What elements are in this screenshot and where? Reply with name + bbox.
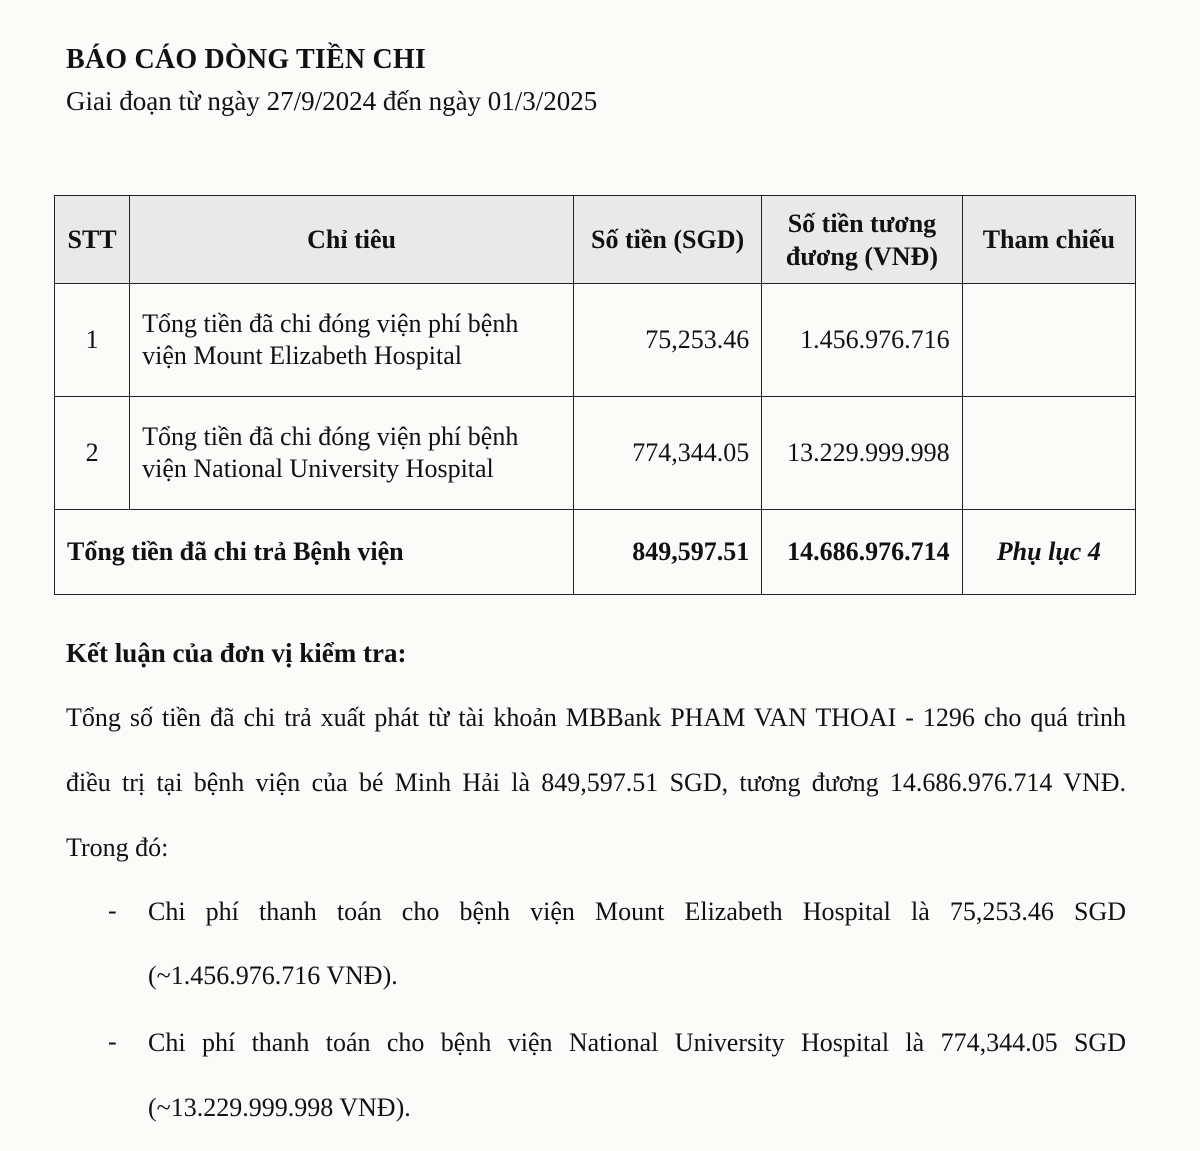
header-vnd [762,196,962,284]
bullet-item-line2: (~13.229.999.998 VNĐ). [148,1093,411,1122]
table-total-row [55,510,1136,595]
header-vnd-line1: Số tiền tương [787,208,937,238]
conclusion-paragraph-line1: Tổng số tiền đã chi trả xuất phát từ tài khoản MBBank PHAM VAN THOAI - 1296 cho quá trình [66,703,1126,732]
header-stt: STT [55,196,130,284]
header-sgd: Số tiền (SGD) [573,196,761,284]
conclusion-paragraph-line3: Trong đó: [66,833,169,862]
total-sgd: 849,597.51 [573,510,761,595]
row-item-line1: Tổng tiền đã chi đóng viện phí bệnh [142,422,519,451]
bullet-item-line1: Chi phí thanh toán cho bệnh viện Mount Elizabeth Hospital là 75,253.46 SGD [148,897,1126,926]
table-row [55,397,1136,510]
bullet-marker: - [108,896,117,925]
row-item [130,284,574,397]
header-vnd-line2: đương (VNĐ) [785,241,938,271]
row-item-line1: Tổng tiền đã chi đóng viện phí bệnh [142,309,519,338]
bullet-item-line2: (~1.456.976.716 VNĐ). [148,961,398,990]
bullet-marker: - [108,1027,117,1056]
row-item-line2: viện Mount Elizabeth Hospital [142,341,463,370]
row-stt: 1 [55,284,130,397]
report-period: Giai đoạn từ ngày 27/9/2024 đến ngày 01/3/2025 [66,86,598,116]
report-title: BÁO CÁO DÒNG TIỀN CHI [66,44,426,75]
row-ref [962,397,1135,510]
cash-outflow-table [54,195,1136,595]
total-label: Tổng tiền đã chi trả Bệnh viện [55,510,574,595]
row-sgd: 75,253.46 [573,284,761,397]
conclusion-heading: Kết luận của đơn vị kiểm tra: [66,638,407,668]
row-item [130,397,574,510]
bullet-item-line1: Chi phí thanh toán cho bệnh viện National University Hospital là 774,344.05 SGD [148,1028,1126,1057]
total-ref: Phụ lục 4 [962,510,1135,595]
row-stt: 2 [55,397,130,510]
header-ref: Tham chiếu [962,196,1135,284]
row-vnd: 13.229.999.998 [762,397,962,510]
row-ref [962,284,1135,397]
total-vnd: 14.686.976.714 [762,510,962,595]
row-vnd: 1.456.976.716 [762,284,962,397]
header-item: Chỉ tiêu [130,196,574,284]
table-header-row [55,196,1136,284]
conclusion-paragraph-line2: điều trị tại bệnh viện của bé Minh Hải là 849,597.51 SGD, tương đương 14.686.976.714 VNĐ. [66,768,1126,797]
row-item-line2: viện National University Hospital [142,454,494,483]
table-row [55,284,1136,397]
row-sgd: 774,344.05 [573,397,761,510]
